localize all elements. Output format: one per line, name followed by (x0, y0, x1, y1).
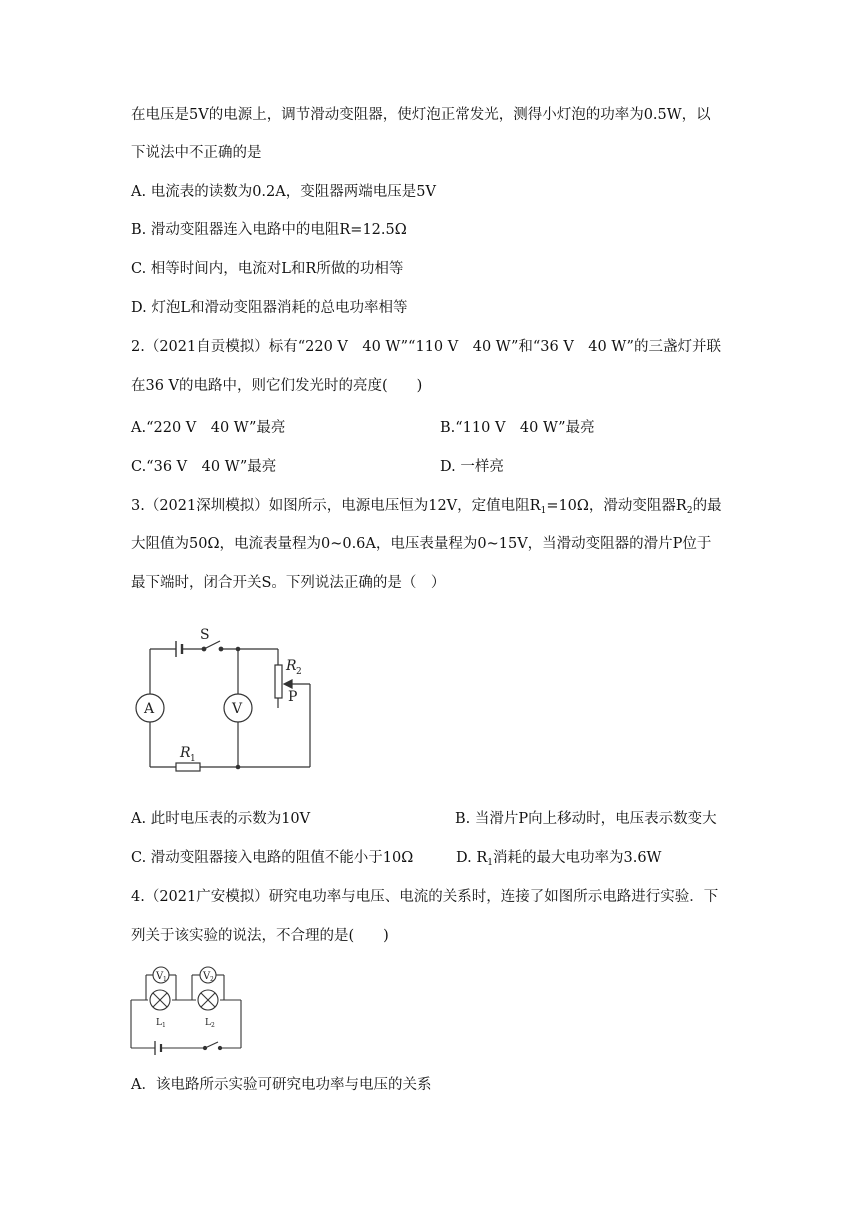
q3-circuit-diagram (128, 624, 328, 776)
q1-stem-line2: 下说法中不正确的是 (131, 145, 262, 161)
q3-option-b: B. 当滑片P向上移动时，电压表示数变大 (455, 811, 717, 827)
v2-label: V (203, 971, 211, 982)
l1-label: L (156, 1018, 162, 1028)
q1-option-a: A. 电流表的读数为0.2A，变阻器两端电压是5V (131, 184, 436, 200)
q4-stem-line2: 列关于该实验的说法，不合理的是( ) (131, 928, 389, 944)
q3-option-d: D. $R_1$消耗的最大电功率为3.6W (456, 850, 662, 868)
l2-label-sub: 2 (211, 1022, 215, 1029)
q4-circuit-diagram (128, 963, 246, 1055)
q2-stem-line2: 在36 V的电路中，则它们发光时的亮度( ) (131, 378, 423, 394)
resistor-label: R (180, 745, 191, 761)
q1-option-d: D. 灯泡L和滑动变阻器消耗的总电功率相等 (131, 300, 408, 316)
v2-label-sub: 2 (210, 976, 214, 983)
q4-stem-line1: 4.（2021广安模拟）研究电功率与电压、电流的关系时，连接了如图所示电路进行实验．下 (131, 889, 719, 905)
voltmeter-label: V (232, 701, 243, 717)
l1-label-sub: 1 (162, 1022, 166, 1029)
switch-label: S (200, 627, 210, 643)
slider-label: P (288, 689, 298, 705)
v1-label: V (156, 971, 164, 982)
rheostat-label: R (286, 658, 297, 674)
q2-option-d: D. 一样亮 (440, 459, 504, 475)
v1-label-sub: 1 (163, 976, 167, 983)
q3-option-c: C. 滑动变阻器接入电路的阻值不能小于10Ω (131, 850, 414, 866)
q1-option-c: C. 相等时间内，电流对L和R所做的功相等 (131, 261, 404, 277)
q2-option-c: C.“36 V 40 W”最亮 (131, 459, 277, 475)
l2-label: L (205, 1018, 211, 1028)
q4-option-a: A．该电路所示实验可研究电功率与电压的关系 (131, 1077, 432, 1093)
q3-stem-line1: 3.（2021深圳模拟）如图所示，电源电压恒为12V，定值电阻$R_1=10\Omega$，滑动变阻器$R_2$的最 (131, 498, 722, 516)
q2-stem-line1: 2.（2021自贡模拟）标有“220 V 40 W”“110 V 40 W”和“36 V 40 W”的三盏灯并联 (131, 339, 721, 355)
resistor-label-sub: 1 (190, 754, 196, 764)
q1-option-b: B. 滑动变阻器连入电路中的电阻R=12.5Ω (131, 222, 407, 238)
rheostat-label-sub: 2 (296, 667, 302, 677)
q3-stem-line2: 大阻值为50Ω，电流表量程为0~0.6A，电压表量程为0~15V，当滑动变阻器的滑片P位于 (131, 536, 712, 552)
q3-option-a: A. 此时电压表的示数为10V (131, 811, 311, 827)
q2-option-b: B.“110 V 40 W”最亮 (440, 420, 595, 436)
q1-stem-line1: 在电压是5V的电源上，调节滑动变阻器，使灯泡正常发光，测得小灯泡的功率为0.5W，以 (131, 107, 711, 123)
ammeter-label: A (144, 701, 155, 717)
q3-stem-line3: 最下端时，闭合开关S。下列说法正确的是（ ） (131, 575, 446, 591)
q2-option-a: A.“220 V 40 W”最亮 (131, 420, 286, 436)
